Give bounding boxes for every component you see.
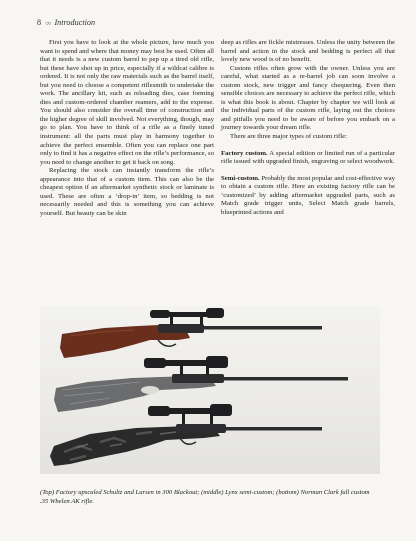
figure-caption: (Top) Factory upscaled Schultz and Larsen in 300 Blackout; (middle) Lynx semi-custom; (bottom) Norman Clark full custom .35 Whelen AK rifle. (40, 489, 370, 505)
middle-rifle-image (54, 356, 348, 412)
bottom-rifle-image (50, 404, 322, 466)
definition-text: Probably the most popular and cost-effective way to obtain a custom rifle. Here an existing factory rifle can be ‘customized’ by adding aftermarket upgraded parts, such as Match grade trigger units, Select Match grade barrels, blueprinted actions and (221, 174, 395, 216)
running-header (37, 18, 95, 27)
rifles-photograph (40, 306, 380, 474)
body-paragraph: Custom rifles often grow with the owner. Unless you are careful, what started as a re-barrel job can soon involve a custom stock, new trigger and fancy chequering. Even then sensible choices are necessary to achieve the perfect rifle, which is what this book is about. Chapter by chapter we will look at the individual parts of the custom rifle, laying out the choices and pitfalls you need to be aware of before you embark on a journey towards your dream rifle. (221, 64, 395, 132)
body-paragraph: deep as rifles are fickle mistresses. Unless the unity between the barrel and action in the stock and bedding is perfect all that lovely new wood is of no benefit. (221, 39, 395, 64)
definition-text: A special edition or limited run of a particular rifle issued with upgraded finish, engraving or select woodwork. (221, 149, 396, 166)
left-text-column (40, 39, 214, 218)
top-rifle-image (60, 308, 322, 358)
body-paragraph: There are three major types of custom rifle: (230, 133, 347, 141)
definition-term: Semi-custom. (221, 174, 260, 182)
section-title: Introduction (54, 18, 96, 27)
body-paragraph: First you have to look at the whole picture, how much you want to spend and where that money may best be used. Often all that it needs is a new custom barrel to pep up a tired old rifle, but these have shot up in price, especially if a wildcat calibre is ordered. It is not only the raw materials such as the barrel itself, but you need to choose a competent riflesmith to undertake the work. The ancillary kit, such as reloading dies, case forming dies and custom-ordered chamber reamers, add to the expense. You should also consider the overall time of construction and the higher degree of skill involved. Not everything, though, may go to plan. You have to think of a rifle as a finely tuned instrument: all the parts must play in harmony together to achieve the perfect ensemble. Often you can replace one part only to find it has a negative effect on the rifle’s performance, so you need to change another to get it back on song. (40, 39, 214, 166)
definition-semi-custom (221, 175, 395, 218)
definition-term: Factory custom. (221, 149, 268, 157)
right-text-column (221, 39, 395, 217)
body-paragraph: Replacing the stock can instantly transform the rifle’s appearance into that of a custom item. This can also be the cheapest option if an aftermarket synthetic stock or laminate is used. These are often a ‘drop-in’ item, so bedding is not necessarily needed and this is something you can achieve yourself. But beauty can be skin (40, 167, 214, 217)
page-number: 8 (37, 18, 42, 27)
definition-factory-custom (221, 150, 395, 167)
header-ornament: ○○ (45, 21, 51, 27)
